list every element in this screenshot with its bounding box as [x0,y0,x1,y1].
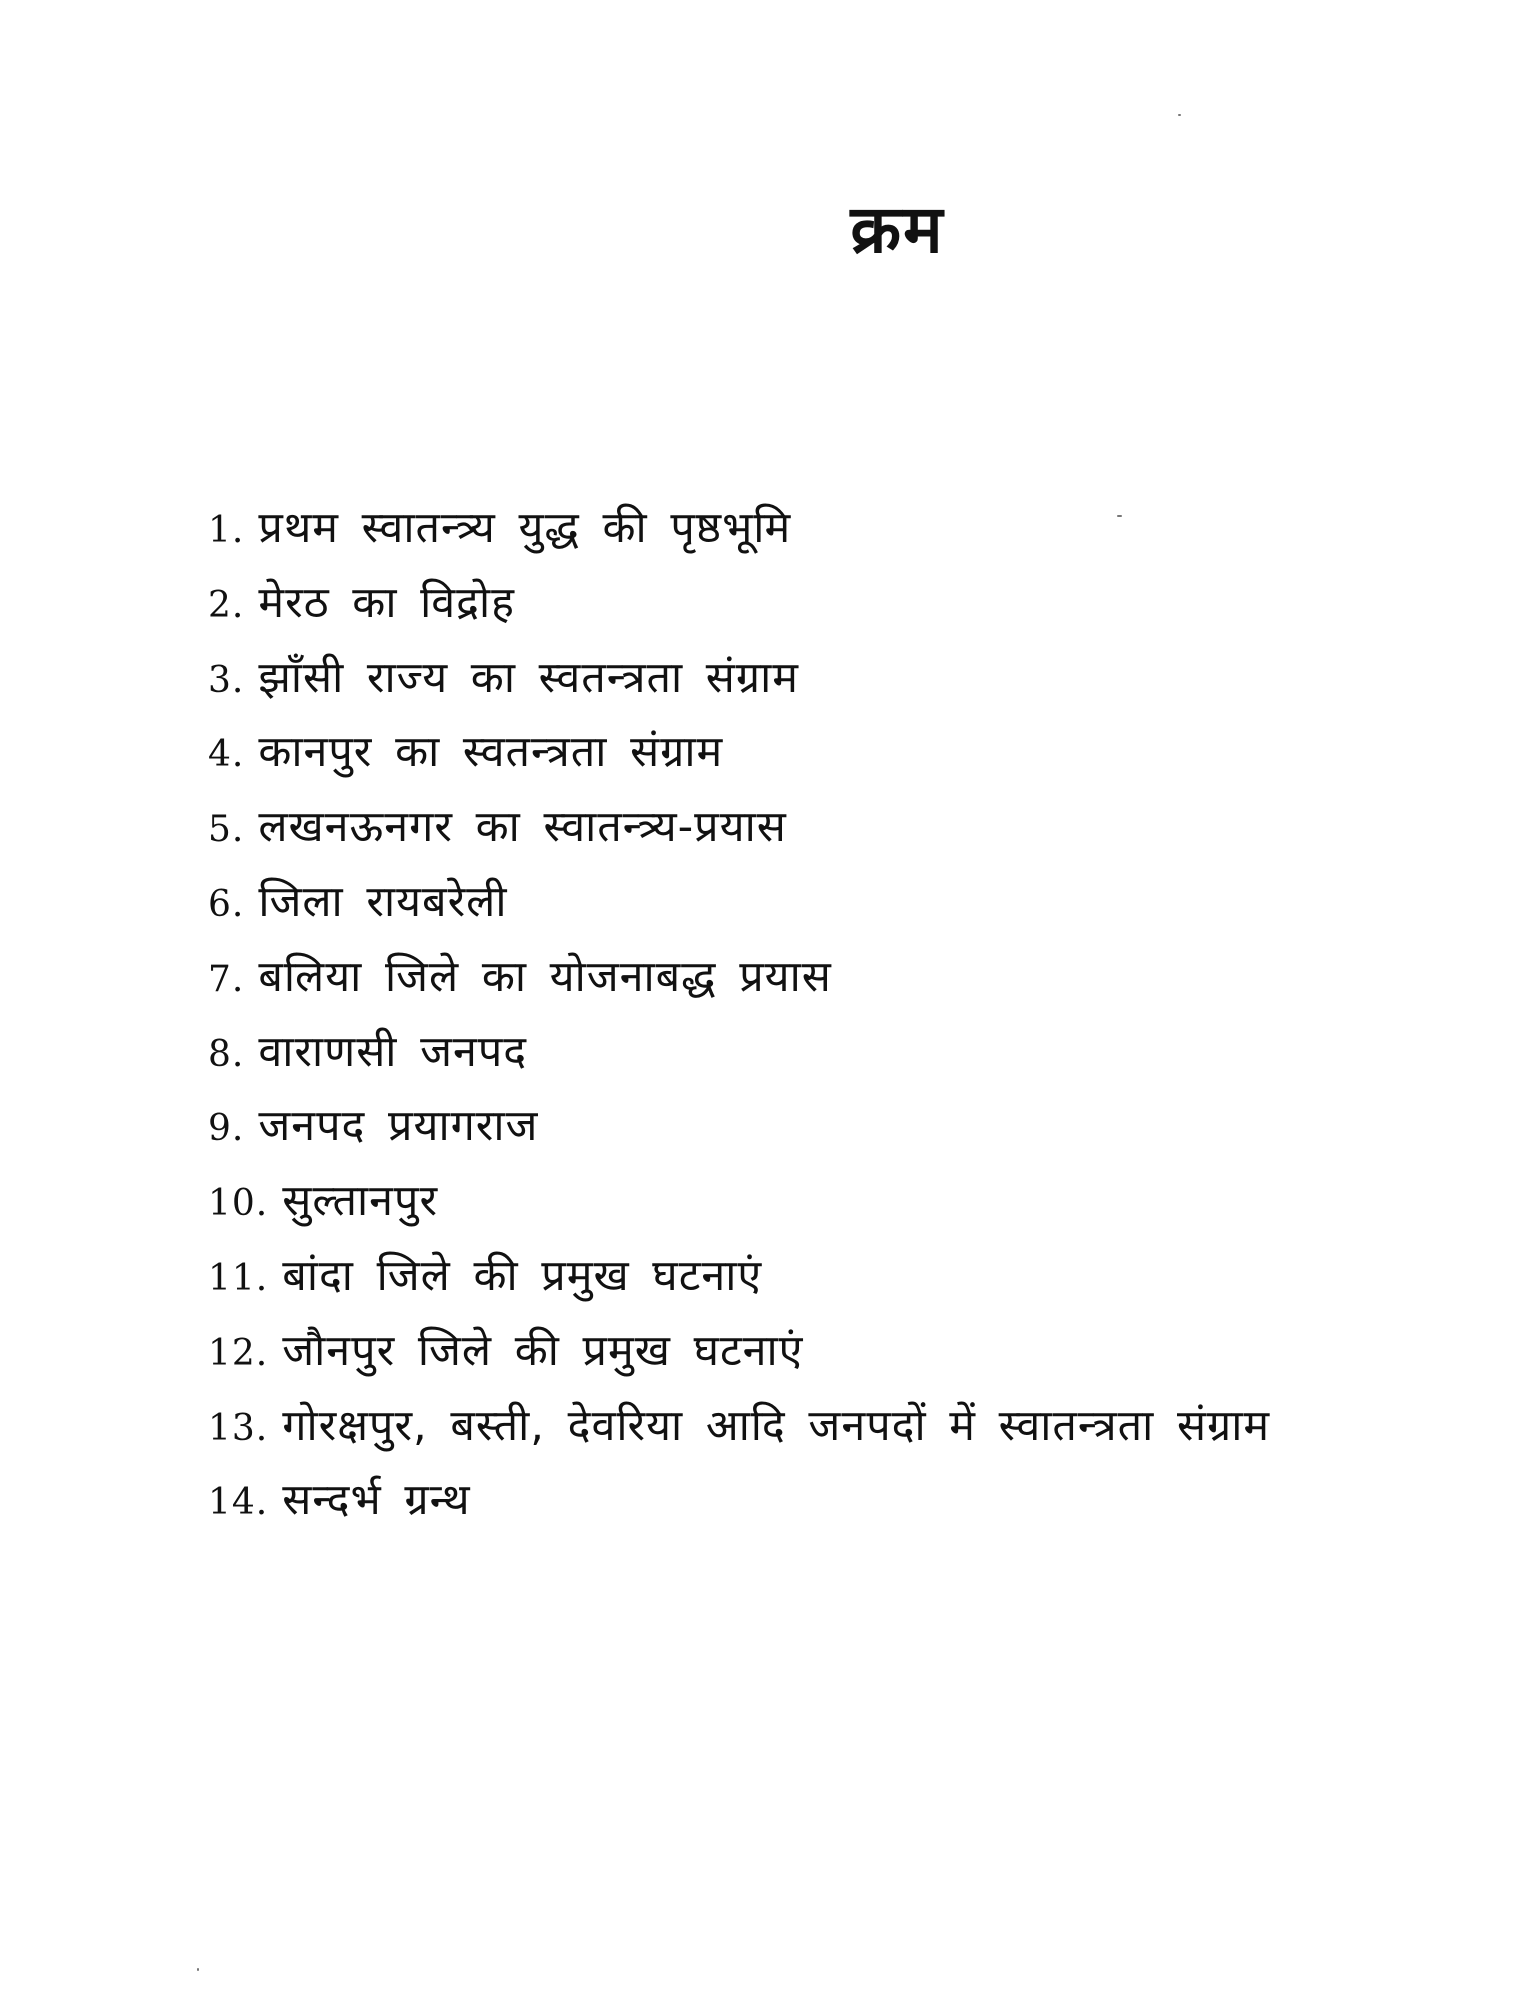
toc-item-title: जिला रायबरेली [258,876,508,927]
toc-item-number: 8. [208,1033,245,1075]
toc-item-number: 2. [208,584,245,626]
toc-item [208,790,1488,865]
page-title: क्रम [850,191,945,268]
toc-item-title: जौनपुर जिले की प्रमुख घटनाएं [282,1325,804,1376]
toc-item-number: 11. [208,1257,269,1299]
toc-item-number: 9. [208,1108,245,1150]
toc-item-title: जनपद प्रयागराज [258,1101,539,1152]
toc-item-number: 10. [208,1183,269,1225]
toc-item [208,1089,1488,1164]
toc-item-title: मेरठ का विद्रोह [258,577,515,628]
toc-item [208,1015,1488,1090]
toc-item-title: झाँसी राज्य का स्वतन्त्रता संग्राम [258,652,799,703]
toc-item-number: 6. [208,883,245,925]
toc-item-title: सन्दर्भ ग्रन्थ [282,1475,471,1526]
toc-item [208,566,1488,641]
toc-item-number: 13. [208,1407,269,1449]
toc-item-title: वाराणसी जनपद [258,1026,528,1077]
toc-item [208,715,1488,790]
toc-item-title: सुल्तानपुर [282,1176,439,1227]
toc-item-number: 5. [208,809,245,851]
toc-item-title: बलिया जिले का योजनाबद्ध प्रयास [258,951,832,1002]
toc-item [208,1239,1488,1314]
table-of-contents [208,491,1488,1538]
toc-item [208,1389,1488,1464]
toc-item [208,491,1488,566]
toc-item [208,865,1488,940]
scan-speck [1178,114,1181,116]
toc-item-title: गोरक्षपुर, बस्ती, देवरिया आदि जनपदों में स्वातन्त्रता संग्राम [282,1400,1271,1451]
toc-item-number: 1. [208,510,245,551]
toc-item [208,940,1488,1015]
toc-item-number: 12. [208,1332,269,1374]
toc-item [208,1463,1488,1538]
toc-item-title: प्रथम स्वातन्त्र्य युद्ध की पृष्ठभूमि [258,503,792,553]
toc-item-number: 4. [208,734,245,776]
toc-item-title: लखनऊनगर का स्वातन्त्र्य-प्रयास [258,802,787,853]
toc-item-number: 3. [208,659,245,701]
scan-speck [197,1968,199,1971]
toc-item-number: 7. [208,958,245,1000]
toc-item [208,1314,1488,1389]
toc-item-title: बांदा जिले की प्रमुख घटनाएं [282,1250,763,1301]
toc-item-title: कानपुर का स्वतन्त्रता संग्राम [258,727,724,778]
toc-item-number: 14. [208,1482,269,1524]
toc-item [208,1164,1488,1239]
toc-item [208,641,1488,716]
